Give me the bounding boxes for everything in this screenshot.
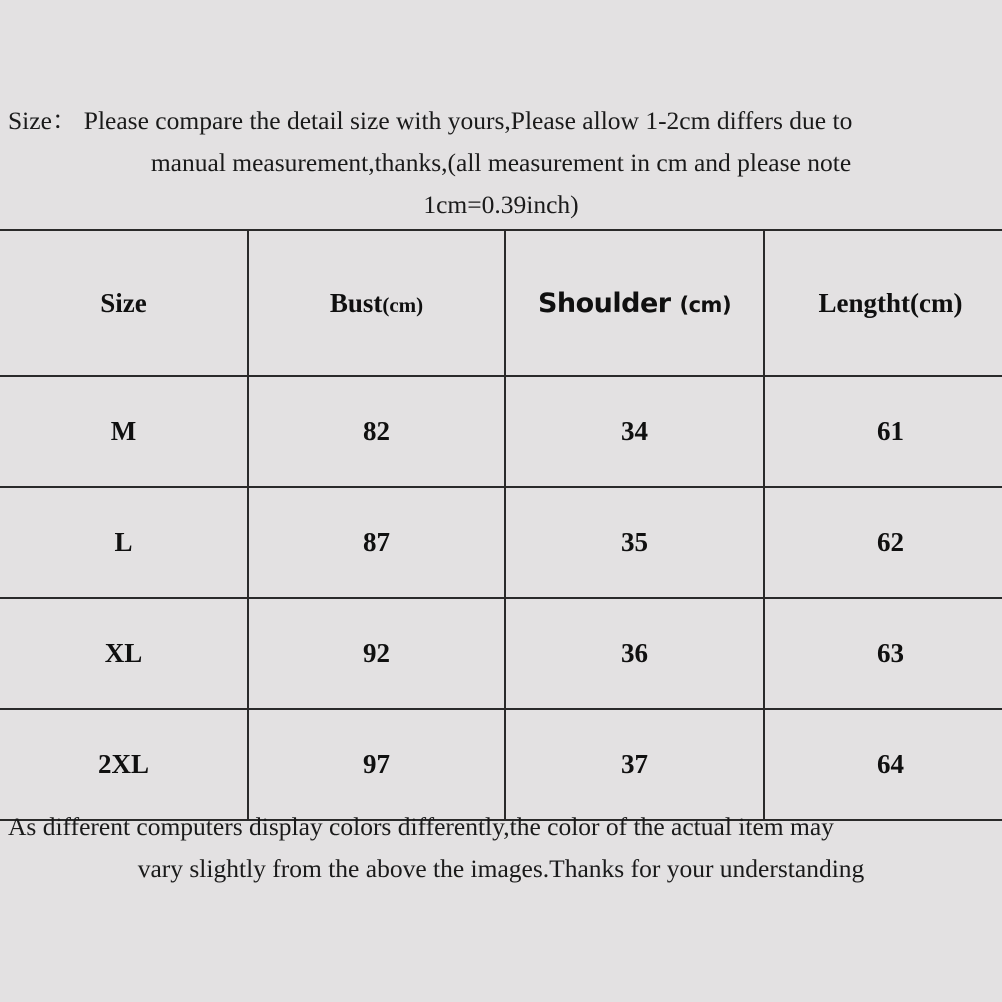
header-size: Size — [0, 230, 248, 376]
cell-bust: 92 — [248, 598, 505, 709]
table-row — [0, 598, 1002, 709]
table-row — [0, 376, 1002, 487]
cell-bust: 82 — [248, 376, 505, 487]
cell-shoulder: 36 — [505, 598, 764, 709]
cell-length: 61 — [764, 376, 1002, 487]
intro-line-1-text: Please compare the detail size with yours,Please allow 1-2cm differs due to — [83, 106, 853, 135]
cell-size: M — [0, 376, 248, 487]
intro-line-1 — [8, 100, 994, 142]
header-length: Lengtht(cm) — [764, 230, 1002, 376]
header-bust-label: Bust — [329, 287, 383, 318]
table-row — [0, 487, 1002, 598]
header-shoulder — [505, 230, 764, 376]
cell-length: 62 — [764, 487, 1002, 598]
cell-bust: 97 — [248, 709, 505, 820]
footer-line-1: As different computers display colors differently,the color of the actual item may — [8, 812, 834, 841]
table-row — [0, 709, 1002, 820]
cell-length: 64 — [764, 709, 1002, 820]
footer-line-2: vary slightly from the above the images.Thanks for your understanding — [137, 854, 865, 883]
cell-shoulder: 35 — [505, 487, 764, 598]
size-label: Size： — [8, 106, 78, 135]
header-shoulder-unit: (cm) — [679, 292, 732, 317]
header-bust-unit: (cm) — [382, 292, 424, 317]
header-bust — [248, 230, 505, 376]
intro-line-2: manual measurement,thanks,(all measurement in cm and please note — [150, 148, 852, 177]
cell-bust: 87 — [248, 487, 505, 598]
size-table — [0, 229, 1002, 821]
cell-shoulder: 34 — [505, 376, 764, 487]
table-header-row — [0, 230, 1002, 376]
cell-shoulder: 37 — [505, 709, 764, 820]
cell-length: 63 — [764, 598, 1002, 709]
cell-size: L — [0, 487, 248, 598]
cell-size: XL — [0, 598, 248, 709]
cell-size: 2XL — [0, 709, 248, 820]
intro-text-block — [8, 100, 994, 226]
intro-line-3: 1cm=0.39inch) — [423, 190, 579, 219]
footer-text-block — [8, 806, 994, 890]
header-shoulder-label: Shoulder — [537, 287, 671, 319]
